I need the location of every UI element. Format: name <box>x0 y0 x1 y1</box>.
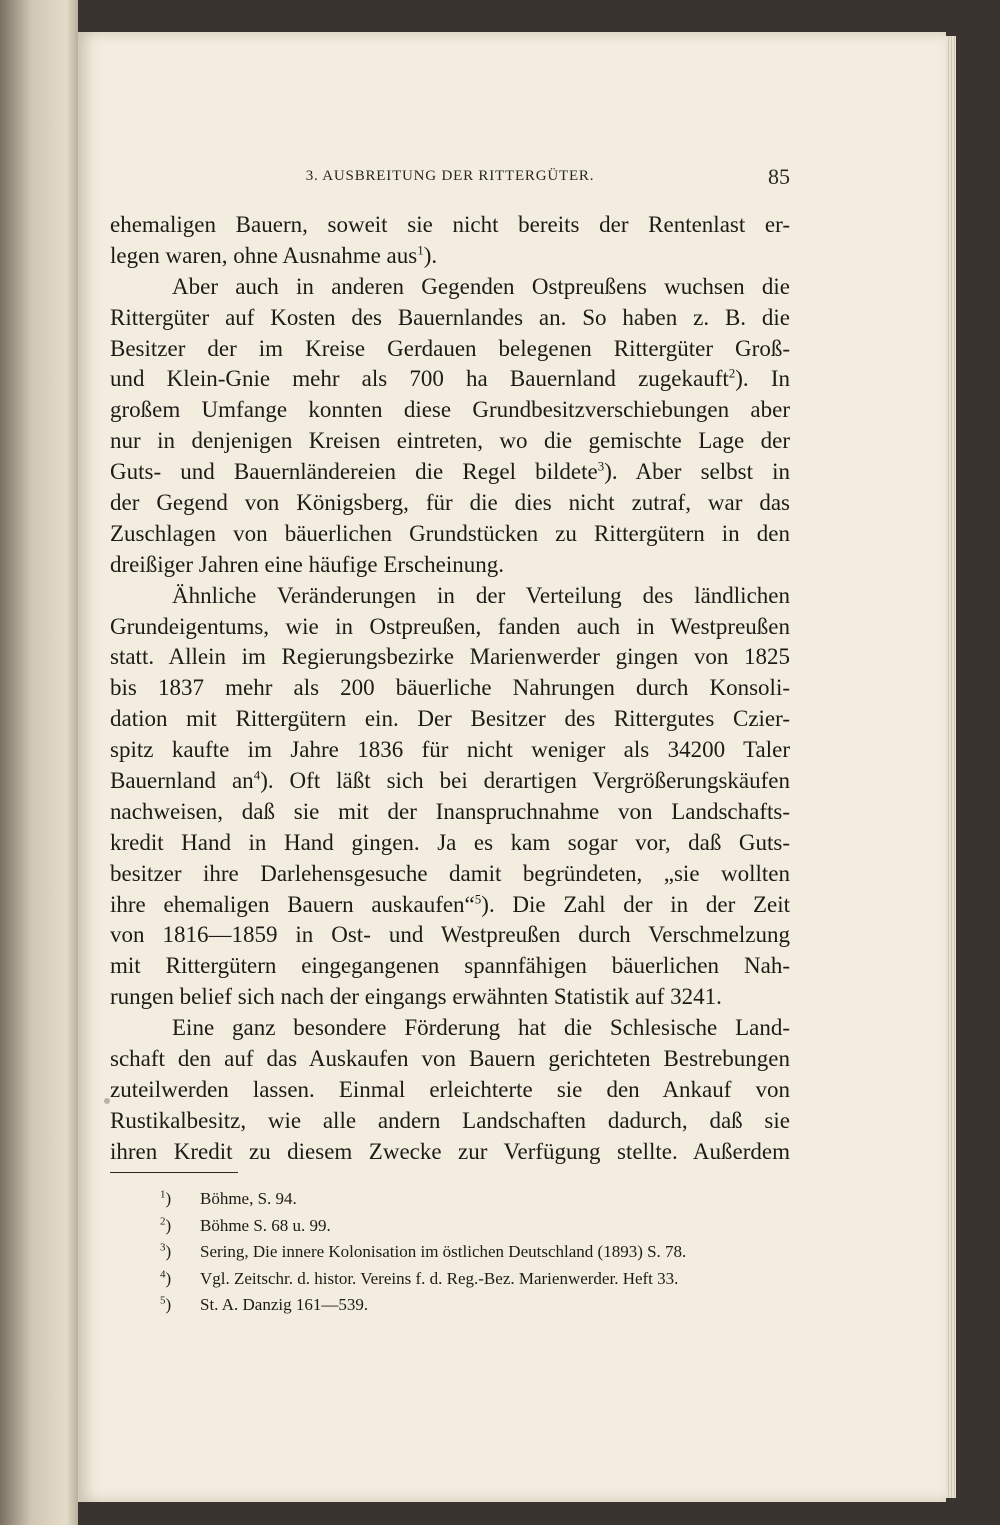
paper-speck <box>104 1098 110 1104</box>
text-line: Grundeigentums, wie in Ostpreußen, fanden auch in Westpreußen <box>110 613 790 639</box>
footnote-mark: $^3$) <box>160 1241 172 1261</box>
text-span: und Klein-Gnie mehr als 700 ha Bauernland zugekauft <box>110 366 729 392</box>
text-line: zuteilwerden lassen. Einmal erleichterte sie den Ankauf von <box>110 1076 790 1102</box>
footnote <box>160 1292 792 1319</box>
footnote-ref: 2 <box>728 365 736 381</box>
text-span: ). <box>423 242 438 268</box>
text-line: Rustikalbesitz, wie alle andern Landschaften dadurch, daß sie <box>110 1107 790 1133</box>
footnote <box>160 1213 792 1240</box>
footnote-mark: $^4$) <box>160 1267 172 1288</box>
text-line <box>110 890 790 921</box>
footnote-text: Böhme, S. 94. <box>200 1189 297 1208</box>
text-span: ). Oft läßt sich bei derartigen Vergrößerungskäufen <box>260 768 790 794</box>
footnote-number: 5 <box>160 1294 166 1307</box>
text-line: besitzer ihre Darlehensgesuche damit begründeten, „sie wollten <box>110 860 790 886</box>
footnote-mark: $^5$) <box>160 1294 172 1314</box>
text-span: ). In <box>735 366 790 392</box>
text-line: der Gegend von Königsberg, für die dies nicht zutraf, war das <box>110 490 790 516</box>
text-line: Aber auch in anderen Gegenden Ostpreußens wuchsen die <box>172 273 790 299</box>
footnotes <box>160 1186 792 1319</box>
text-line: ehemaligen Bauern, soweit sie nicht bereits der Rentenlast er- <box>110 212 790 237</box>
page-stack-edge <box>946 36 956 1498</box>
text-span: ihre ehemaligen Bauern auskaufen“ <box>110 891 475 917</box>
text-line <box>110 766 790 797</box>
footnote-number: 1 <box>160 1188 166 1201</box>
text-line: kredit Hand in Hand gingen. Ja es kam sogar vor, daß Guts- <box>110 829 790 855</box>
footnote-text: Böhme S. 68 u. 99. <box>200 1215 331 1235</box>
text-line: mit Rittergütern eingegangenen spannfähigen bäuerlichen Nah- <box>110 953 790 979</box>
running-head: 3. AUSBREITUNG DER RITTERGÜTER. <box>305 168 595 184</box>
footnote-ref: 3 <box>597 458 605 474</box>
footnote-divider <box>110 1172 238 1173</box>
text-line: Eine ganz besondere Förderung hat die Schlesische Land- <box>172 1015 790 1041</box>
footnote <box>160 1239 792 1266</box>
page-header <box>110 164 790 198</box>
text-span: ). Die Zahl der in der Zeit <box>481 891 791 917</box>
footnote-text: Sering, Die innere Kolonisation im östlichen Deutschland (1893) S. 78. <box>200 1242 687 1261</box>
text-line: Besitzer der im Kreise Gerdauen belegenen Rittergüter Groß- <box>110 335 790 361</box>
text-line <box>110 457 790 488</box>
text-line: ihren Kredit zu diesem Zwecke zur Verfügung stellte. Außerdem <box>110 1138 790 1164</box>
text-line: nachweisen, daß sie mit der Inanspruchnahme von Landschafts- <box>110 798 790 824</box>
text-line: Rittergüter auf Kosten des Bauernlandes an. So haben z. B. die <box>110 304 790 330</box>
text-span: ). Aber selbst in <box>604 459 790 485</box>
footnote-mark: $^2$) <box>160 1214 172 1235</box>
footnote <box>160 1186 792 1213</box>
footnote-ref: 1 <box>417 242 424 258</box>
text-line: statt. Allein im Regierungsbezirke Marienwerder gingen von 1825 <box>110 644 790 670</box>
text-line: nur in denjenigen Kreisen eintreten, wo die gemischte Lage der <box>110 428 790 454</box>
text-line: dation mit Rittergütern ein. Der Besitzer des Rittergutes Czier- <box>110 706 790 732</box>
text-span: legen waren, ohne Ausnahme aus <box>110 242 418 268</box>
text-span: Bauernland an <box>110 768 254 794</box>
text-line: rungen belief sich nach der eingangs erwähnten Statistik auf 3241. <box>110 984 722 1010</box>
footnote-number: 2 <box>160 1214 166 1227</box>
footnote-text: St. A. Danzig 161—539. <box>200 1295 369 1314</box>
footnote-number: 4 <box>160 1267 166 1280</box>
text-line: Ähnliche Veränderungen in der Verteilung des ländlichen <box>172 582 790 608</box>
footnote-ref: 5 <box>474 890 482 906</box>
footnote-number: 3 <box>160 1241 166 1254</box>
text-line: schaft den auf das Auskaufen von Bauern gerichteten Bestrebungen <box>110 1046 790 1072</box>
text-line: von 1816—1859 in Ost- und Westpreußen durch Verschmelzung <box>110 922 790 948</box>
body-text <box>110 210 790 1168</box>
text-line: dreißiger Jahren eine häufige Erscheinung. <box>110 551 505 577</box>
text-line <box>110 241 790 272</box>
text-line: bis 1837 mehr als 200 bäuerliche Nahrungen durch Konsoli- <box>110 675 790 701</box>
page-number: 85 <box>768 164 790 189</box>
text-line: Zuschlagen von bäuerlichen Grundstücken zu Rittergütern in den <box>110 520 790 546</box>
footnote-mark: $^1$) <box>160 1188 172 1208</box>
facing-page-edge <box>0 0 78 1525</box>
text-span: Guts- und Bauernländereien die Regel bildete <box>110 459 598 485</box>
footnote-text: Vgl. Zeitschr. d. histor. Vereins f. d. Reg.-Bez. Marienwerder. Heft 33. <box>200 1268 679 1288</box>
text-line: spitz kaufte im Jahre 1836 für nicht weniger als 34200 Taler <box>110 737 790 763</box>
text-line: großem Umfange konnten diese Grundbesitzverschiebungen aber <box>110 397 790 423</box>
footnote-ref: 4 <box>253 767 261 783</box>
text-line <box>110 364 790 395</box>
footnote <box>160 1266 792 1293</box>
